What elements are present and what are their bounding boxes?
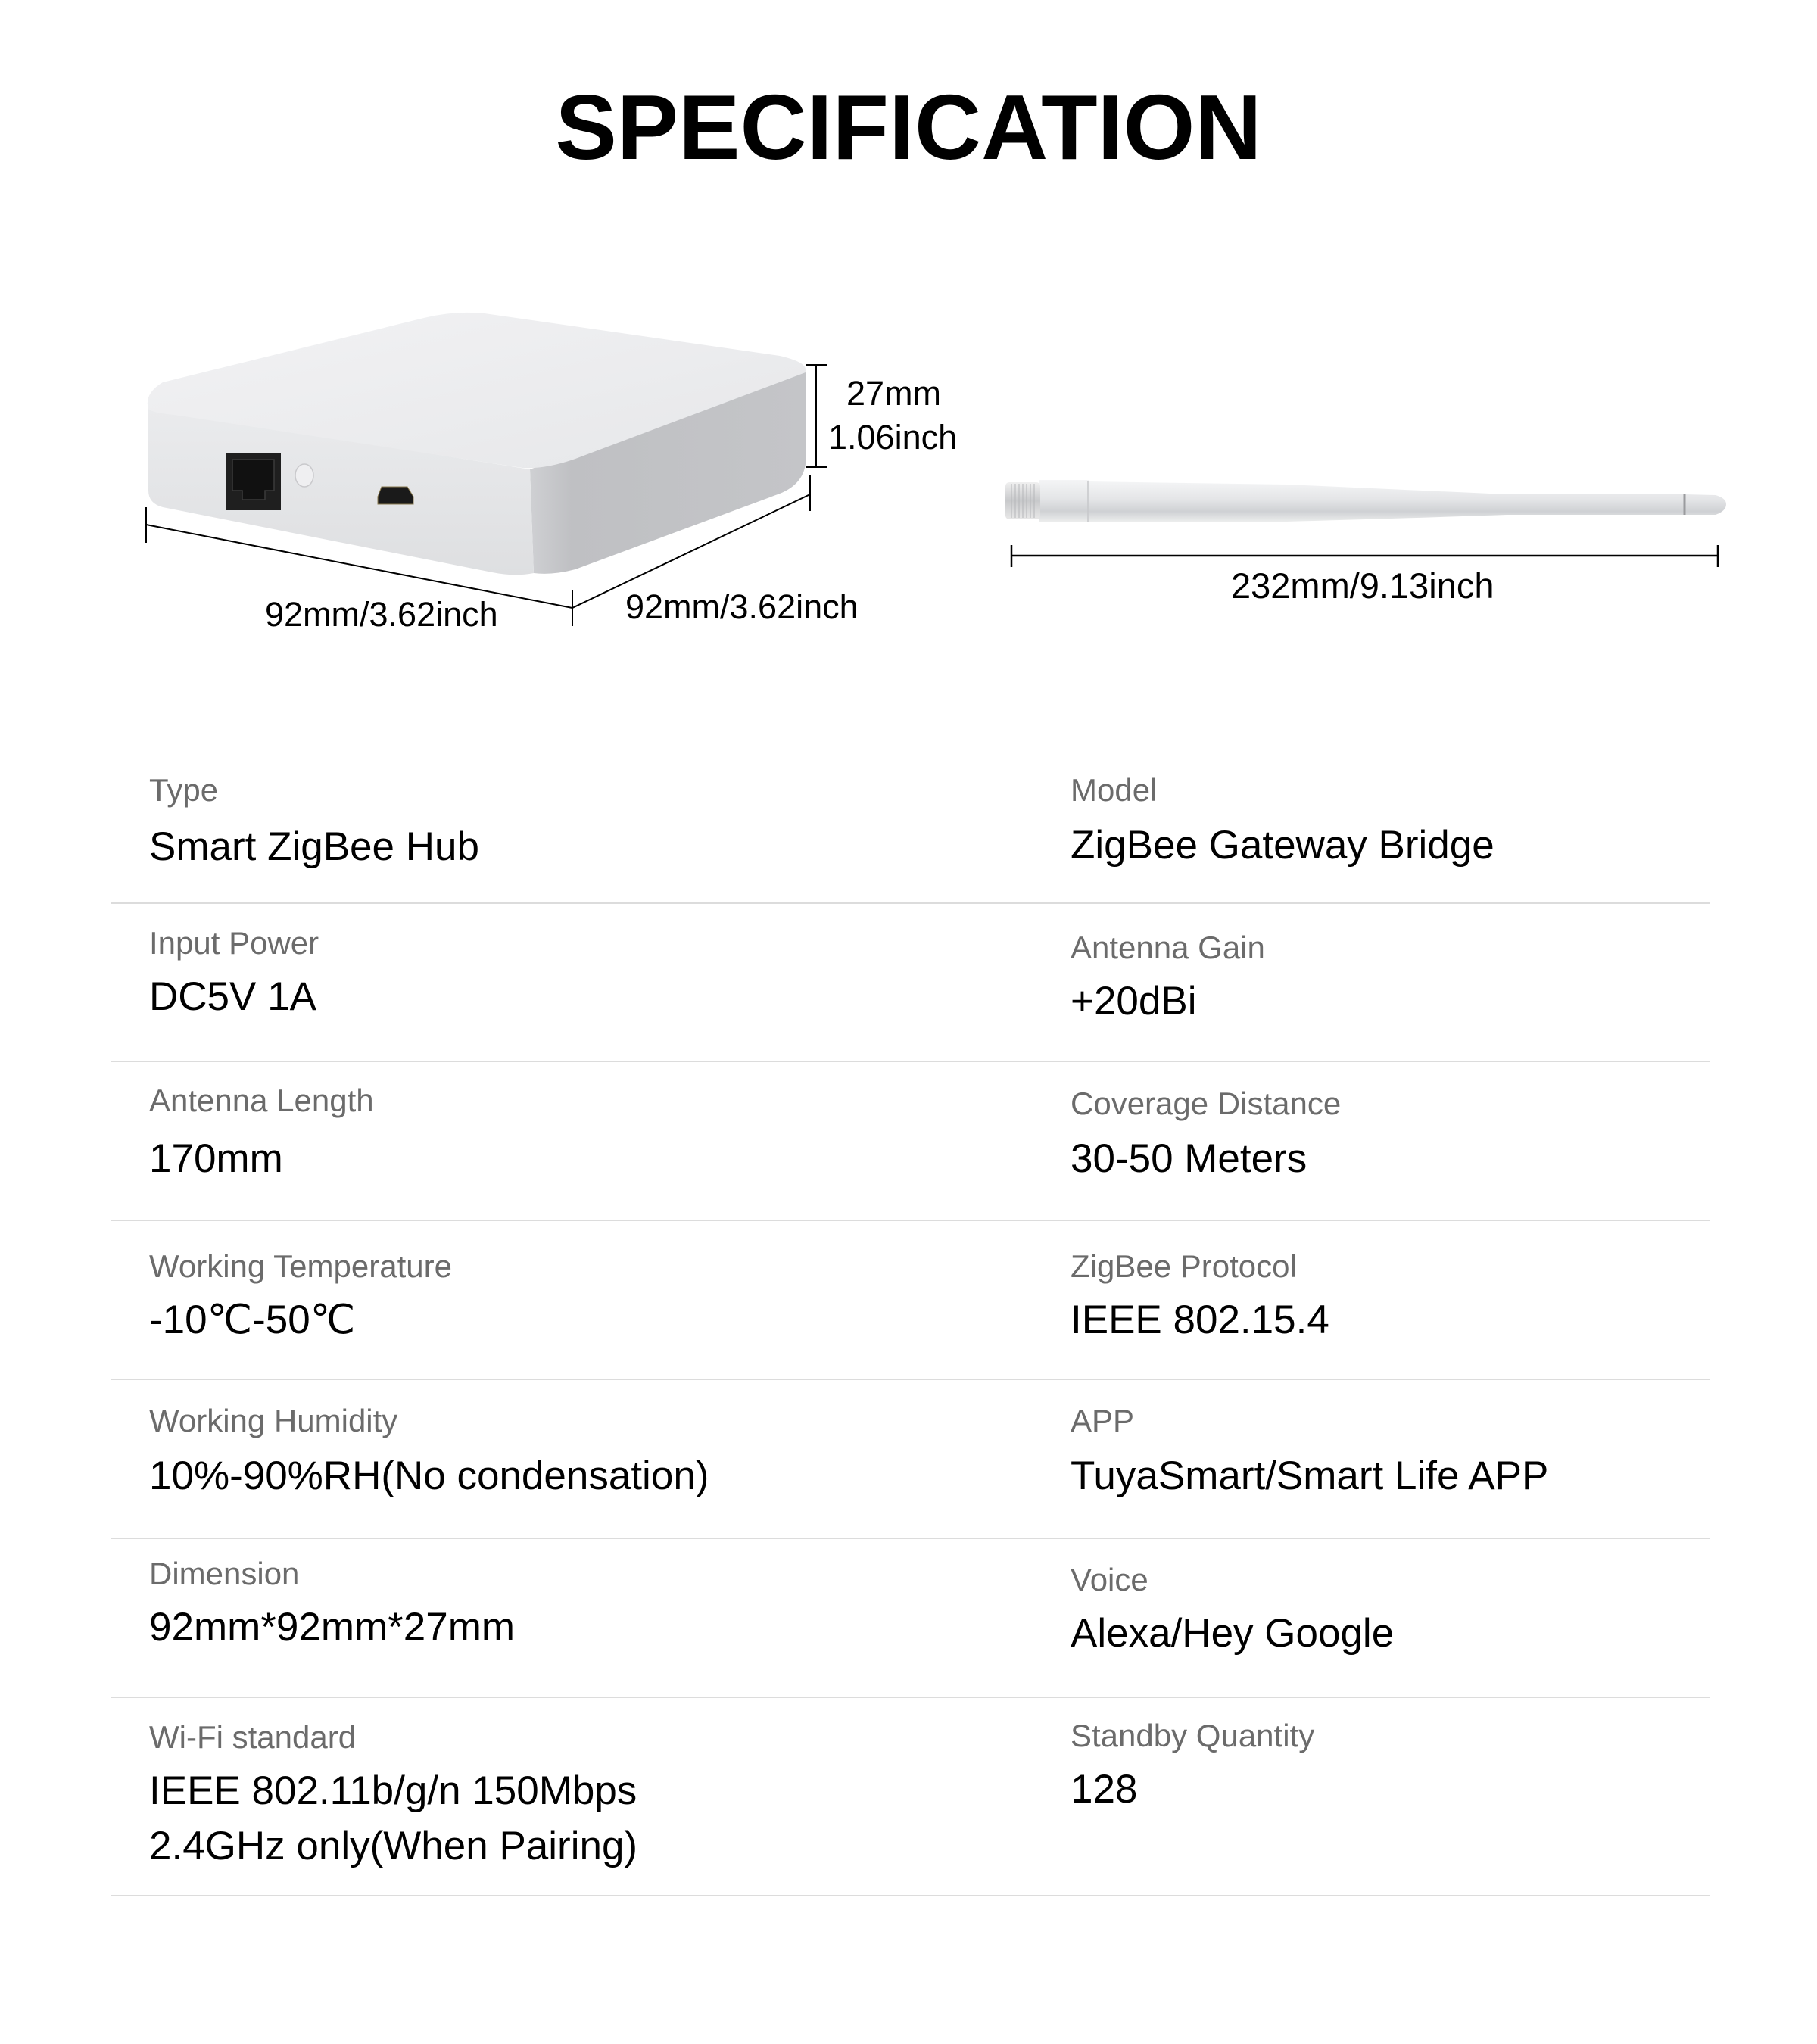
spec-row <box>111 1221 1710 1380</box>
spec-value: TuyaSmart/Smart Life APP <box>1071 1454 1549 1498</box>
spec-cell-zigbee-protocol <box>1071 1248 1329 1348</box>
spec-cell-model <box>1071 772 1494 873</box>
spec-cell-working-humidity <box>149 1403 709 1503</box>
spec-cell-coverage-distance <box>1071 1086 1341 1186</box>
spec-label: Antenna Gain <box>1071 930 1265 965</box>
spec-value: DC5V 1A <box>149 974 316 1019</box>
spec-label: Standby Quantity <box>1071 1718 1315 1753</box>
spec-label: ZigBee Protocol <box>1071 1248 1297 1284</box>
spec-table <box>111 746 1710 1896</box>
spec-label: Working Temperature <box>149 1248 452 1284</box>
spec-label: Coverage Distance <box>1071 1086 1342 1121</box>
spec-value: ZigBee Gateway Bridge <box>1071 823 1494 868</box>
spec-value: 92mm*92mm*27mm <box>149 1605 516 1650</box>
spec-cell-wifi-standard <box>149 1719 637 1874</box>
spec-cell-voice <box>1071 1562 1394 1661</box>
spec-value: Alexa/Hey Google <box>1071 1611 1395 1656</box>
spec-value: 170mm <box>149 1136 283 1181</box>
spec-row <box>111 1380 1710 1539</box>
spec-label: APP <box>1071 1403 1135 1438</box>
spec-cell-dimension <box>149 1556 515 1655</box>
spec-value: 10%-90%RH(No condensation) <box>149 1454 709 1498</box>
spec-label: Working Humidity <box>149 1403 398 1438</box>
spec-label: Dimension <box>149 1556 300 1591</box>
spec-label: Input Power <box>149 925 319 961</box>
antenna-length-label: 232mm/9.13inch <box>1231 566 1494 606</box>
spec-label: Antenna Length <box>149 1083 374 1118</box>
spec-value-line-2: 2.4GHz only(When Pairing) <box>149 1824 638 1868</box>
spec-cell-app <box>1071 1403 1548 1503</box>
status-led-icon <box>295 464 313 487</box>
spec-value: 30-50 Meters <box>1071 1136 1307 1181</box>
spec-value: -10℃-50℃ <box>149 1298 356 1342</box>
spec-row <box>111 746 1710 904</box>
spec-label: Model <box>1071 772 1158 808</box>
micro-usb-port-icon <box>378 487 413 504</box>
spec-value: IEEE 802.11b/g/n 150Mbps <box>149 1768 637 1813</box>
spec-value: +20dBi <box>1071 979 1197 1024</box>
spec-label: Wi-Fi standard <box>149 1719 357 1755</box>
spec-row <box>111 1698 1710 1896</box>
spec-label: Voice <box>1071 1562 1148 1597</box>
spec-label: Type <box>149 772 219 808</box>
spec-value: Smart ZigBee Hub <box>149 824 479 869</box>
page-title: SPECIFICATION <box>555 76 1262 179</box>
spec-row <box>111 1539 1710 1698</box>
hub-depth-label: 92mm/3.62inch <box>625 587 859 626</box>
hub-height-inch-label: 1.06inch <box>828 418 958 456</box>
spec-value: IEEE 802.15.4 <box>1071 1298 1329 1342</box>
spec-cell-input-power <box>149 925 319 1024</box>
spec-cell-antenna-gain <box>1071 930 1265 1029</box>
spec-cell-type <box>149 772 479 874</box>
spec-value: 128 <box>1071 1767 1138 1812</box>
spec-cell-working-temperature <box>149 1248 452 1348</box>
antenna-illustration <box>1005 480 1726 522</box>
spec-row <box>111 904 1710 1062</box>
hub-illustration <box>148 313 806 575</box>
spec-cell-standby-quantity <box>1071 1718 1314 1817</box>
spec-cell-antenna-length <box>149 1083 374 1186</box>
hub-width-label: 92mm/3.62inch <box>265 595 498 634</box>
hub-height-mm-label: 27mm <box>846 374 942 413</box>
spec-row <box>111 1062 1710 1221</box>
antenna-dimension-line <box>1011 545 1718 567</box>
product-dimension-figure <box>0 0 1817 681</box>
